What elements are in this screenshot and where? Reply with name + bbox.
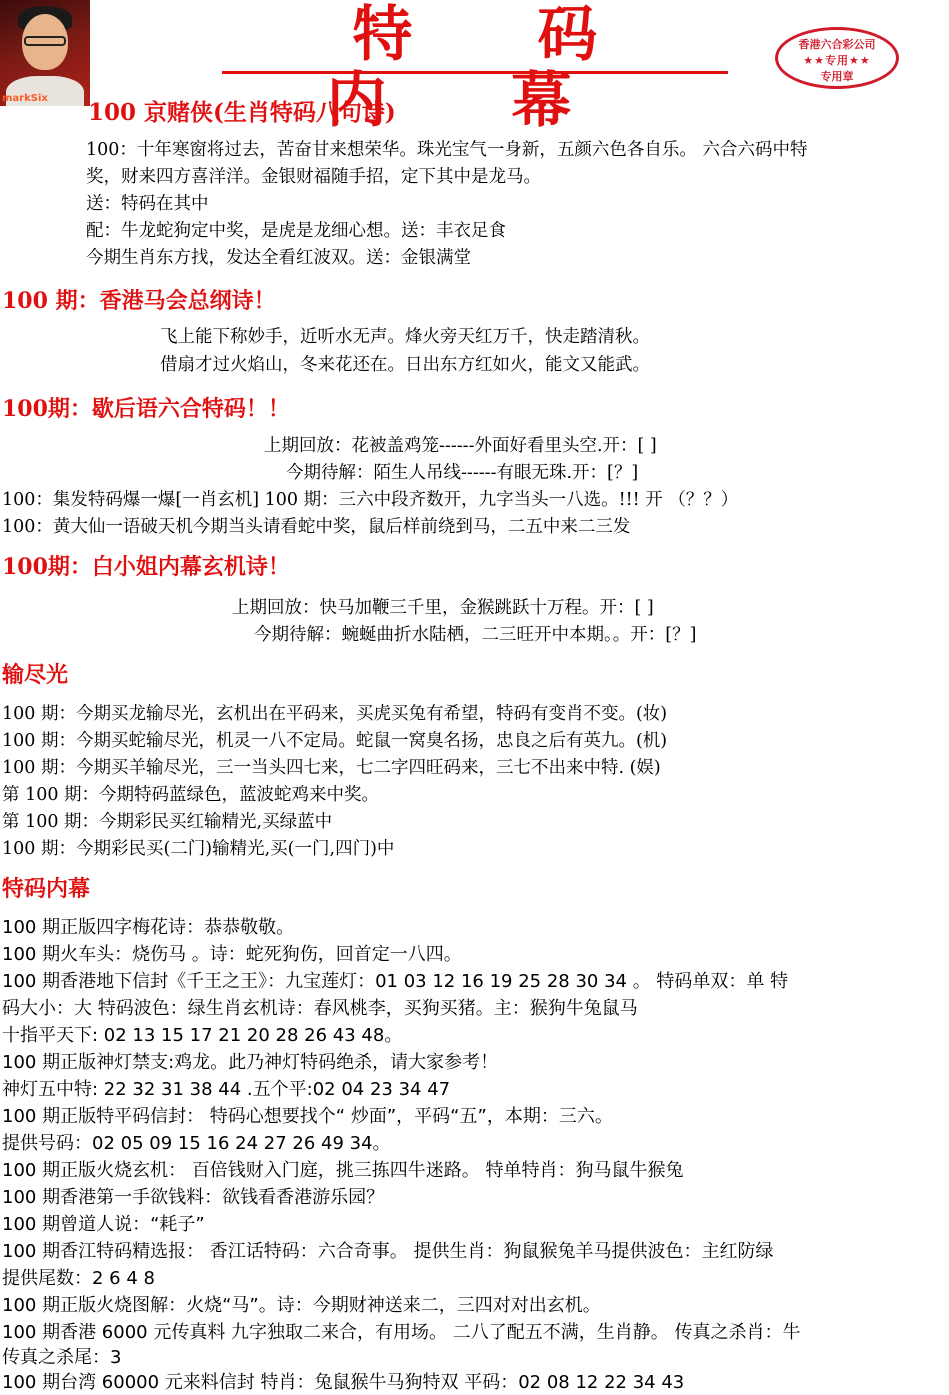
section-heading-shujinguang: 输尽光	[2, 662, 69, 688]
poem-line: 100：十年寒窗将过去，苦奋甘来想荣华。珠光宝气一身新，五颜六色各自乐。 六合六码中特	[86, 140, 808, 160]
list-item: 提供号码：02 05 09 15 16 24 27 26 49 34。	[2, 1133, 391, 1154]
list-item: 100 期香港 6000 元传真料 九字独取二来合，有用场。 二八了配五不满，生肖静。 传真之杀肖：牛	[2, 1322, 801, 1343]
avatar-glasses	[24, 36, 66, 46]
pending-line: 今期待解：蜿蜒曲折水陆栖，二三旺开中本期。。开：[？]	[254, 625, 697, 645]
list-item: 100 期台湾 60000 元来料信封 特肖：兔鼠猴牛马狗特双 平码：02 08 12 22 34 43	[2, 1372, 685, 1393]
section-heading-xiehouyu: 100期：歇后语六合特码！！	[2, 396, 290, 422]
list-item: 100 期：今期买蛇输尽光，机灵一八不定局。蛇鼠一窝臭名扬，忠良之后有英九。(机)	[2, 731, 668, 751]
list-item: 100 期正版火烧图解：火烧“马”。诗：今期财神送来二，三四对对出玄机。	[2, 1295, 601, 1316]
section-heading-temaneimu: 特码内幕	[2, 876, 91, 902]
page-title: 特 码 内 幕	[222, 2, 728, 74]
seal-top-text: 香港六合彩公司	[798, 38, 876, 51]
author-avatar	[0, 0, 90, 106]
pending-line: 今期待解：陌生人吊线------有眼无珠.开：[？]	[286, 463, 639, 483]
list-item: 100 期曾道人说：“耗子”	[2, 1214, 205, 1235]
tip-line: 100：集发特码爆一爆[一肖玄机] 100 期：三六中段齐数开，九字当头一八选。!!! 开 （？？）	[2, 490, 739, 510]
seal-middle-text: ★★专用★★	[803, 54, 871, 67]
poem-line: 今期生肖东方找，发达全看红波双。送：金银满堂	[86, 248, 471, 268]
list-item: 100 期：今期彩民买(二门)输精光,买(一门,四门)中	[2, 839, 395, 859]
poem-line: 借扇才过火焰山，冬来花还在。日出东方红如火，能文又能武。	[160, 355, 650, 375]
replay-line: 上期回放：花被盖鸡笼------外面好看里头空.开：[ ]	[264, 436, 657, 456]
list-item: 提供尾数：2 6 4 8	[2, 1268, 155, 1289]
list-item: 100 期正版神灯禁支:鸡龙。此乃神灯特码绝杀，请大家参考！	[2, 1052, 499, 1073]
list-item: 100 期香江特码精选报： 香江话特码：六合奇事。 提供生肖：狗鼠猴兔羊马提供波色：主红防绿	[2, 1241, 774, 1262]
list-item: 100 期火车头：烧伤马 。诗：蛇死狗伤，回首定一八四。	[2, 944, 462, 965]
poem-line: 配：牛龙蛇狗定中奖，是虎是龙细心想。送：丰衣足食	[86, 221, 506, 241]
poem-line: 送：特码在其中	[86, 194, 209, 214]
list-item: 码大小：大 特码波色：绿生肖玄机诗：春风桃李，买狗买猪。主：猴狗牛兔鼠马	[2, 998, 638, 1019]
list-item: 100 期香港地下信封《千王之王》：九宝莲灯：01 03 12 16 19 25 28 30 34 。 特码单双：单 特	[2, 971, 789, 992]
list-item: 第 100 期：今期彩民买红输精光,买绿蓝中	[2, 812, 333, 832]
list-item: 100 期香港第一手欲钱料：欲钱看香港游乐园？	[2, 1187, 385, 1208]
seal-bottom-text: 专用章	[820, 70, 854, 83]
list-item: 神灯五中特: 22 32 31 38 44 .五个平:02 04 23 34 47	[2, 1079, 451, 1100]
section-heading-baixiaojie: 100期：白小姐内幕玄机诗！	[2, 554, 290, 580]
list-item: 第 100 期：今期特码蓝绿色，蓝波蛇鸡来中奖。	[2, 785, 380, 805]
replay-line: 上期回放：快马加鞭三千里，金猴跳跃十万程。开：[ ]	[232, 598, 654, 618]
poem-line: 奖，财来四方喜洋洋。金银财福随手招，定下其中是龙马。	[86, 167, 541, 187]
tip-line: 100：黄大仙一语破天机今期当头请看蛇中奖，鼠后样前绕到马，二五中来二三发	[2, 517, 631, 537]
section-heading-zonggangshi: 100 期：香港马会总纲诗！	[2, 288, 276, 314]
list-item: 100 期：今期买羊输尽光，三一当头四七来，七二字四旺码来，三七不出来中特. (娱)	[2, 758, 661, 778]
section-heading-jingduxia: 100 京赌侠(生肖特码八句诗)	[88, 99, 396, 126]
list-item: 十指平天下: 02 13 15 17 21 20 28 26 43 48。	[2, 1025, 403, 1046]
avatar-caption: markSix	[2, 93, 48, 104]
list-item: 100 期正版火烧玄机： 百倍钱财入门庭，挑三拣四牛迷路。 特单特肖：狗马鼠牛猴兔	[2, 1160, 684, 1181]
poem-line: 飞上能下称妙手，近听水无声。烽火旁天红万千，快走踏清秋。	[160, 327, 650, 347]
list-item: 100 期：今期买龙输尽光，玄机出在平码来，买虎买兔有希望，特码有变肖不变。(妆)	[2, 704, 668, 724]
list-item: 100 期正版特平码信封： 特码心想要找个“ 炒面”，平码“五”，本期：三六。	[2, 1106, 613, 1127]
company-seal	[775, 27, 899, 89]
list-item: 传真之杀尾：3	[2, 1347, 122, 1368]
list-item: 100 期正版四字梅花诗：恭恭敬敬。	[2, 917, 295, 938]
